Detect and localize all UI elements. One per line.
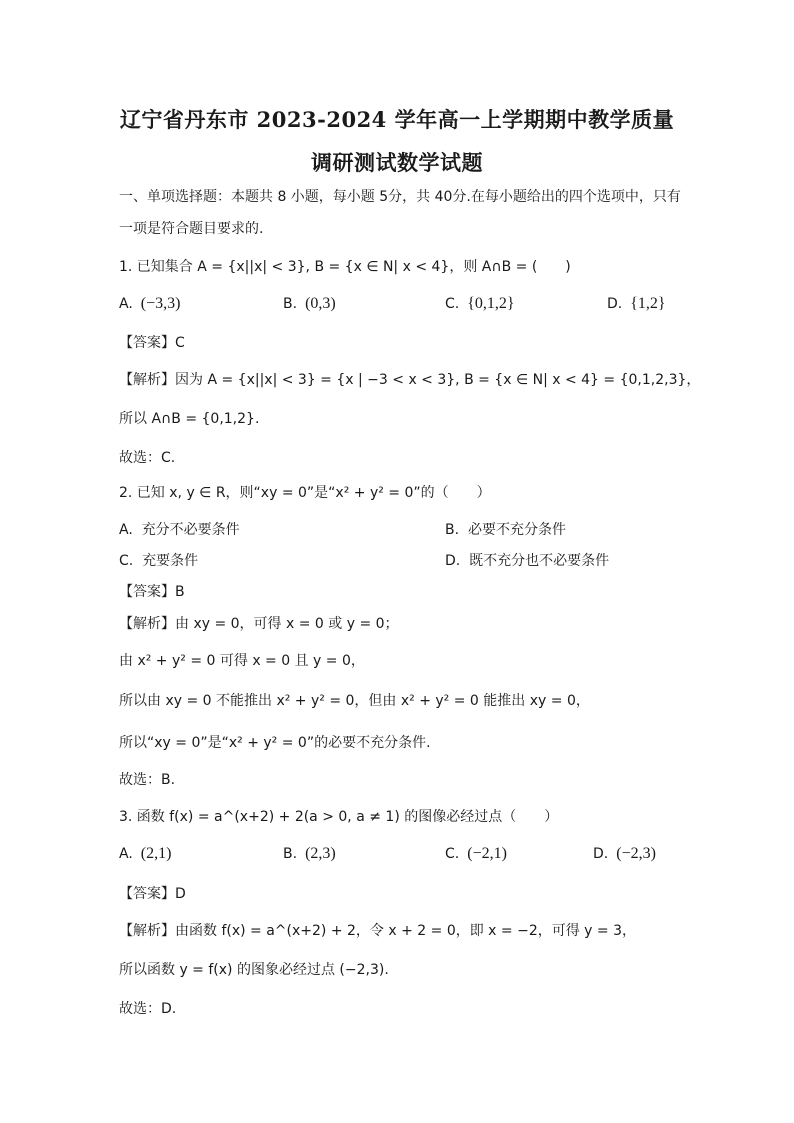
- q2-stem: 2. 已知 x, y ∈ R，则“xy = 0”是“x² + y² = 0”的（ ）: [119, 485, 491, 501]
- q1-option-b: [283, 295, 336, 313]
- q3-analysis-1: 【解析】由函数 f(x) = a^(x+2) + 2，令 x + 2 = 0，即 x = −2，可得 y = 3，: [119, 923, 637, 939]
- q2-option-c: [119, 550, 198, 570]
- q3-option-b-label: B.: [283, 846, 298, 862]
- q2-option-d: [445, 550, 609, 570]
- q2-option-a: [119, 519, 240, 539]
- q2-option-c-value: 充要条件: [142, 553, 199, 569]
- q1-option-d: [607, 295, 666, 313]
- q1-option-d-value: {1,2}: [630, 295, 666, 312]
- q1-option-b-value: (0,3): [305, 295, 336, 312]
- q3-answer: 【答案】D: [119, 886, 186, 902]
- q1-analysis-2: 所以 A∩B = {0,1,2}.: [119, 411, 260, 427]
- q1-option-a-value: (−3,3): [140, 295, 181, 312]
- q3-option-d: [593, 845, 656, 863]
- q3-option-b-value: (2,3): [305, 845, 336, 862]
- section-heading-line2: 一项是符合题目要求的.: [119, 221, 264, 237]
- q2-option-d-value: 既不充分也不必要条件: [469, 553, 610, 569]
- q2-option-b-label: B.: [445, 522, 460, 538]
- q2-option-b-value: 必要不充分条件: [467, 522, 566, 538]
- q1-stem: 1. 已知集合 A = {x||x| < 3}, B = {x ∈ N| x < 4}，则 A∩B = ( ): [119, 259, 571, 275]
- q2-option-a-value: 充分不必要条件: [141, 522, 240, 538]
- q3-option-d-label: D.: [593, 846, 609, 862]
- q3-option-c-value: (−2,1): [467, 845, 507, 862]
- q3-option-c-label: C.: [445, 846, 460, 862]
- q3-option-a-label: A.: [119, 846, 133, 862]
- q1-option-c-value: {0,1,2}: [467, 295, 515, 312]
- q3-choose: 故选：D.: [119, 1001, 177, 1017]
- q2-option-c-label: C.: [119, 553, 134, 569]
- q2-option-a-label: A.: [119, 522, 133, 538]
- q1-option-c: [445, 295, 515, 313]
- q2-answer: 【答案】B: [119, 584, 185, 600]
- q3-option-a: [119, 845, 171, 863]
- q1-option-a: [119, 295, 180, 313]
- q2-analysis-1: 【解析】由 xy = 0，可得 x = 0 或 y = 0；: [119, 616, 399, 632]
- q2-choose: 故选：B.: [119, 772, 176, 788]
- q2-analysis-2: 由 x² + y² = 0 可得 x = 0 且 y = 0，: [119, 653, 365, 669]
- page-title-line1: 辽宁省丹东市 2023-2024 学年高一上学期期中教学质量: [119, 107, 675, 132]
- q1-option-b-label: B.: [283, 296, 298, 312]
- q3-option-b: [283, 845, 336, 863]
- q3-stem: 3. 函数 f(x) = a^(x+2) + 2(a > 0, a ≠ 1) 的图像必经过点（ ）: [119, 809, 559, 825]
- q3-analysis-2: 所以函数 y = f(x) 的图象必经过点 (−2,3).: [119, 962, 389, 978]
- q2-option-d-label: D.: [445, 553, 461, 569]
- q1-choose: 故选：C.: [119, 450, 176, 466]
- q3-option-d-value: (−2,3): [616, 845, 656, 862]
- q1-option-d-label: D.: [607, 296, 623, 312]
- q1-option-c-label: C.: [445, 296, 460, 312]
- q3-option-c: [445, 845, 507, 863]
- q1-option-a-label: A.: [119, 296, 133, 312]
- q2-option-b: [445, 519, 566, 539]
- q3-option-a-value: (2,1): [140, 845, 172, 862]
- page-title-line2: 调研测试数学试题: [311, 150, 483, 175]
- q1-answer: 【答案】C: [119, 335, 185, 351]
- q2-analysis-4: 所以“xy = 0”是“x² + y² = 0”的必要不充分条件.: [119, 735, 431, 751]
- section-heading-line1: 一、单项选择题：本题共 8 小题，每小题 5分，共 40分.在每小题给出的四个选项中，只有: [119, 189, 681, 205]
- q1-analysis-1: 【解析】因为 A = {x||x| < 3} = {x | −3 < x < 3}, B = {x ∈ N| x < 4} = {0,1,2,3}，: [119, 372, 701, 388]
- q2-analysis-3: 所以由 xy = 0 不能推出 x² + y² = 0，但由 x² + y² = 0 能推出 xy = 0，: [119, 693, 590, 709]
